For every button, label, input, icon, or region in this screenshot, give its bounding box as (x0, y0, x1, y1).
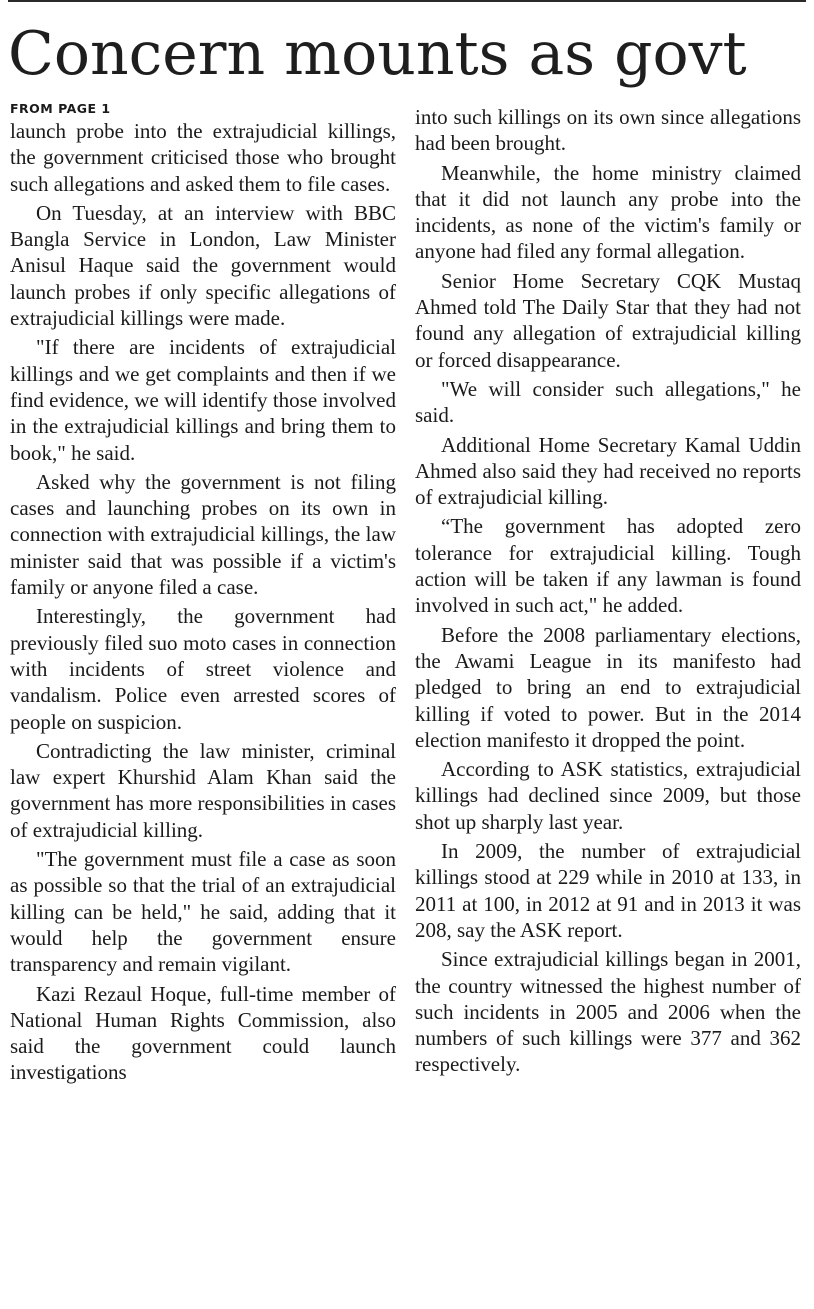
paragraph: Additional Home Secretary Kamal Uddin Ahmed also said they had received no reports of extrajudicial killing. (415, 432, 801, 510)
paragraph: Since extrajudicial killings began in 2001, the country witnessed the highest number of such incidents in 2005 and 2006 when the numbers of such killings were 377 and 362 respectively. (415, 947, 801, 1077)
left-column (10, 100, 396, 1089)
paragraph: In 2009, the number of extrajudicial killings stood at 229 while in 2010 at 133, in 2011 at 100, in 2012 at 91 and in 2013 it was 208, say the ASK report. (415, 839, 801, 942)
top-rule (8, 0, 806, 2)
paragraph: "The government must file a case as soon as possible so that the trial of an extrajudicial killing can be held," he said, adding that it would help the government ensure transparency and remain vigilant. (10, 847, 396, 977)
paragraph: Before the 2008 parliamentary elections, the Awami League in its manifesto had pledged to bring an end to extrajudicial killing if voted to power. But in the 2014 election manifesto it dropped the point. (415, 622, 801, 752)
paragraph: Asked why the government is not filing cases and launching probes on its own in connection with extrajudicial killings, the law minister said that was possible if a victim's family or anyone filed a case. (10, 469, 396, 600)
paragraph: into such killings on its own since allegations had been brought. (415, 105, 801, 156)
paragraph: Contradicting the law minister, criminal law expert Khurshid Alam Khan said the government has more responsibilities in cases of extrajudicial killing. (10, 738, 396, 842)
jump-label: FROM PAGE 1 (10, 101, 111, 116)
paragraph: Meanwhile, the home ministry claimed that it did not launch any probe into the incidents, as none of the victim's family or anyone had filed any formal allegation. (415, 160, 801, 264)
paragraph: “The government has adopted zero tolerance for extrajudicial killing. Tough action will be taken if any lawman is found involved in such act," he added. (415, 514, 801, 618)
paragraph: "If there are incidents of extrajudicial killings and we get complaints and then if we find evidence, we will identify those involved in the extrajudicial killings and bring them to book," he said. (10, 335, 396, 465)
paragraph: launch probe into the extrajudicial killings, the government criticised those who brought such allegations and asked them to file cases. (10, 119, 396, 196)
paragraph: Interestingly, the government had previously filed suo moto cases in connection with incidents of street violence and vandalism. Police even arrested scores of people on suspicion. (10, 604, 396, 734)
paragraph: According to ASK statistics, extrajudicial killings had declined since 2009, but those shot up sharply last year. (415, 757, 801, 834)
paragraph: "We will consider such allegations," he said. (415, 376, 801, 428)
headline: Concern mounts as govt (8, 19, 747, 89)
paragraph: Kazi Rezaul Hoque, full-time member of National Human Rights Commission, also said the government could launch investigations (10, 981, 396, 1085)
paragraph: Senior Home Secretary CQK Mustaq Ahmed told The Daily Star that they had not found any allegation of extrajudicial killing or forced disappearance. (415, 268, 801, 372)
paragraph: On Tuesday, at an interview with BBC Bangla Service in London, Law Minister Anisul Haque said the government would launch probes if only specific allegations of extrajudicial killings were made. (10, 200, 396, 331)
right-column (415, 104, 801, 1081)
